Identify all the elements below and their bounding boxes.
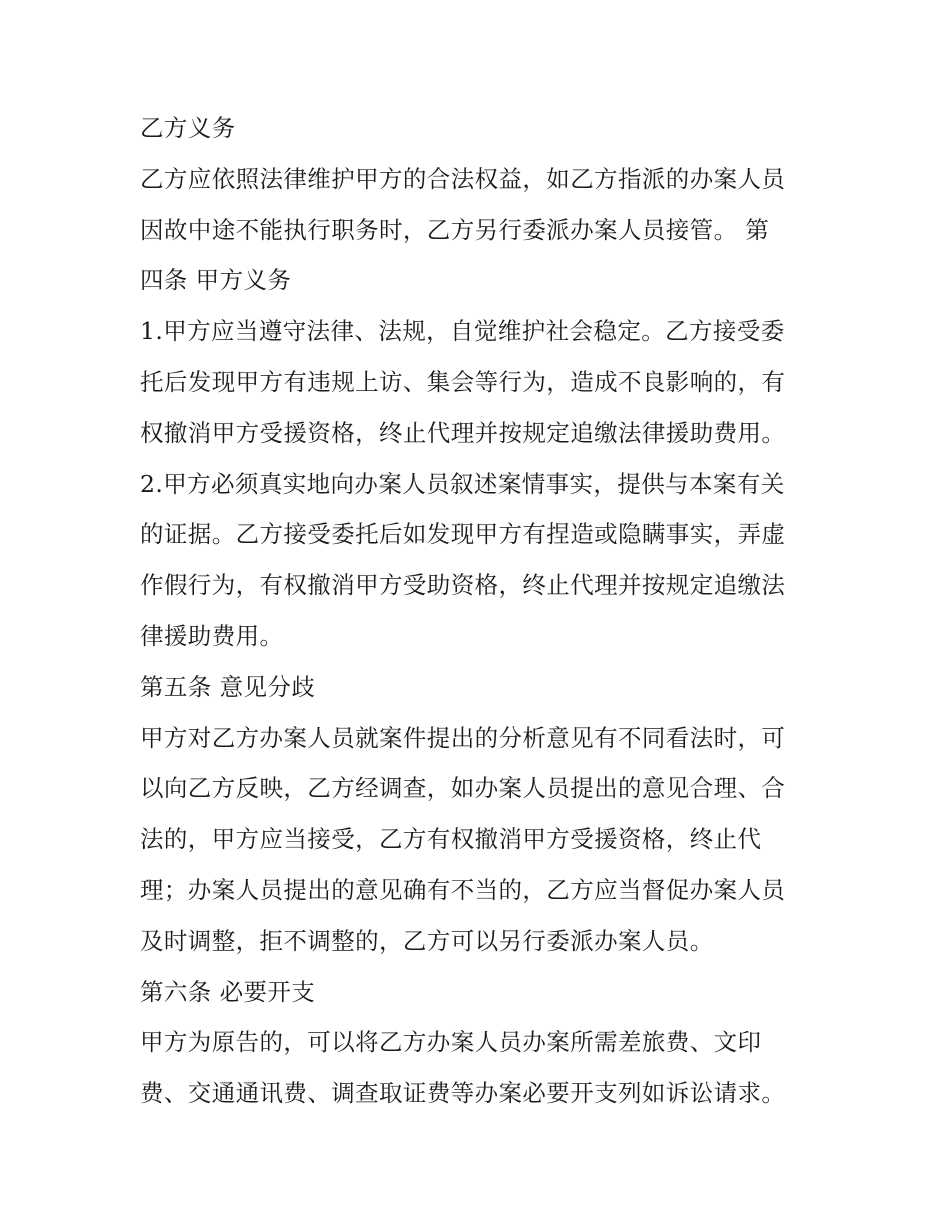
paragraph-line: 以向乙方反映，乙方经调查，如办案人员提出的意见合理、合 [140,774,786,803]
paragraph-line: 法的，甲方应当接受，乙方有权撤消甲方受援资格，终止代 [140,825,762,854]
section-heading-party-b-duties: 乙方义务 [140,114,236,142]
paragraph-line: 甲方为原告的，可以将乙方办案人员办案所需差旅费、文印 [140,1028,762,1057]
document-page [140,103,812,1119]
paragraph-line: 因故中途不能执行职务时，乙方另行委派办案人员接管。 第 [140,215,770,244]
paragraph-line: 理；办案人员提出的意见确有不当的，乙方应当督促办案人员 [140,875,786,904]
paragraph-line: 托后发现甲方有违规上访、集会等行为，造成不良影响的，有 [140,367,786,396]
list-item-line: 2.甲方必须真实地向办案人员叙述案情事实，提供与本案有关 [140,469,785,498]
paragraph-line: 作假行为，有权撤消甲方受助资格，终止代理并按规定追缴法 [140,571,786,600]
paragraph-line: 及时调整，拒不调整的，乙方可以另行委派办案人员。 [140,926,714,955]
paragraph-line: 的证据。乙方接受委托后如发现甲方有捏造或隐瞒事实，弄虚 [140,520,786,549]
section-heading-article-5: 第五条 意见分歧 [140,672,316,701]
section-heading-article-4: 四条 甲方义务 [140,266,292,295]
paragraph-line: 律援助费用。 [140,621,284,650]
paragraph-line: 费、交通通讯费、调查取证费等办案必要开支列如诉讼请求。 [140,1079,786,1108]
paragraph-line: 甲方对乙方办案人员就案件提出的分析意见有不同看法时，可 [140,723,786,752]
paragraph-line: 权撤消甲方受援资格，终止代理并按规定追缴法律援助费用。 [140,418,786,447]
paragraph-line: 乙方应依照法律维护甲方的合法权益，如乙方指派的办案人员 [140,164,786,193]
list-item-line: 1.甲方应当遵守法律、法规，自觉维护社会稳定。乙方接受委 [140,317,785,346]
section-heading-article-6: 第六条 必要开支 [140,977,316,1006]
